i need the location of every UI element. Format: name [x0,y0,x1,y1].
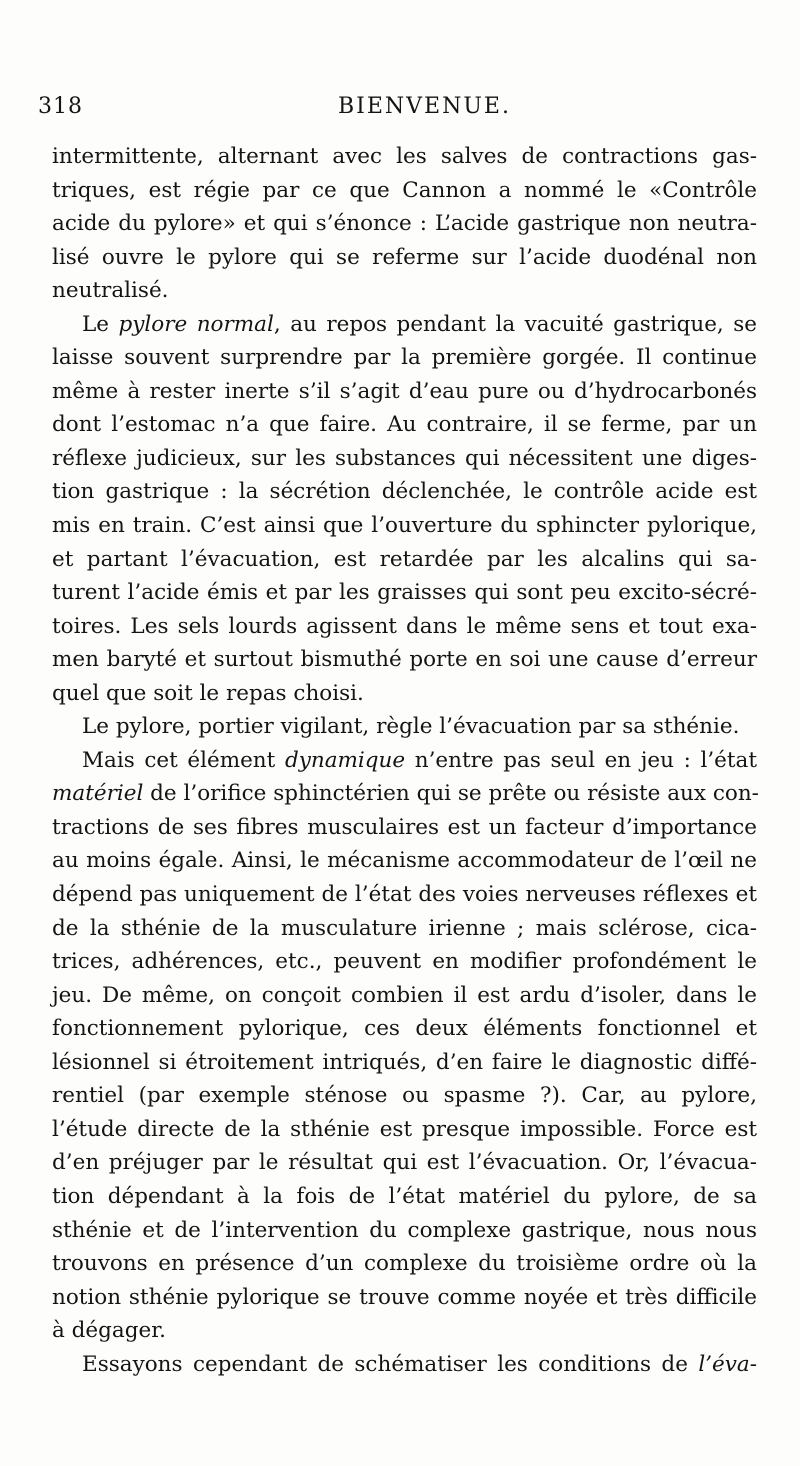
text-line: trices, adhérences, etc., peuvent en modifier profondément le [52,949,757,975]
text-line: au moins égale. Ainsi, le mécanisme accommodateur de l’œil ne [52,848,757,874]
text-line: lisé ouvre le pylore qui se referme sur l’acide duodénal non [52,244,757,270]
text-line: tion gastrique : la sécrétion déclenchée, le contrôle acide est [52,479,757,505]
text-line: sthénie et de l’intervention du complexe gastrique, nous nous [52,1217,757,1243]
text-line [52,744,757,778]
text-line: toires. Les sels lourds agissent dans le même sens et tout exa- [52,613,757,639]
text-line: trouvons en présence d’un complexe du troisième ordre où la [52,1251,757,1277]
text-line [52,777,757,811]
text-line: intermittente, alternant avec les salves de contractions gas- [52,144,757,169]
text-run: Mais cet élément [82,747,276,773]
text-line: l’étude directe de la sthénie est presque impossible. Force est [52,1116,757,1142]
text-line: tractions de ses fibres musculaires est un facteur d’importance [52,814,757,840]
text-line [52,1348,757,1382]
text-line: neutralisé. [52,278,169,304]
paragraph [52,140,757,308]
paragraph [52,710,757,744]
text-run: n’entre pas seul en jeu : l’état [414,747,757,773]
italic-word: l’éva- [698,1351,757,1377]
first-word: Le [82,311,110,337]
text-line [52,308,757,342]
text-line: de la sthénie de la musculature irienne ; mais sclérose, cica- [52,915,757,941]
text-line: lésionnel si étroitement intriqués, d’en faire le diagnostic diffé- [52,1049,757,1075]
text-line: d’en préjuger par le résultat qui est l’évacuation. Or, l’évacua- [52,1150,757,1176]
page-number: 318 [38,94,83,119]
text-line: dépend pas uniquement de l’état des voies nerveuses réflexes et [52,882,757,908]
italic-word: pylore normal [118,311,274,337]
text-run: , au repos pendant la vacuité gastrique, se [273,311,757,337]
text-line: à dégager. [52,1318,166,1344]
text-line: laisse souvent surprendre par la première gorgée. Il continue [52,345,757,371]
text-line: dont l’estomac n’a que faire. Au contraire, il se ferme, par un [52,412,757,438]
text-line: réflexe judicieux, sur les substances qui nécessitent une diges- [52,445,757,471]
page-header [38,94,760,128]
italic-word: dynamique [284,747,406,773]
running-title: BIENVENUE. [338,94,511,119]
text-line: jeu. De même, on conçoit combien il est ardu d’isoler, dans le [52,982,757,1008]
paragraph [52,308,757,711]
text-line: men baryté et surtout bismuthé porte en soi une cause d’erreur [52,647,757,673]
text-line: acide du pylore» et qui s’énonce : L’acide gastrique non neutra- [52,211,757,237]
italic-word: matériel [52,781,144,807]
paragraph [52,744,757,1348]
text-run: de l’orifice sphinctérien qui se prête ou résiste aux con- [150,781,759,807]
paragraph [52,1348,757,1382]
text-line: même à rester inerte s’il s’agit d’eau pure ou d’hydrocarbonés [52,378,757,404]
text-line: fonctionnement pylorique, ces deux éléments fonctionnel et [52,1016,757,1042]
text-line: turent l’acide émis et par les graisses qui sont peu excito-sécré- [52,580,757,606]
text-line-rest [119,312,758,337]
body-text [52,140,757,1381]
text-line: mis en train. C’est ainsi que l’ouverture du sphincter pylorique, [52,513,757,539]
text-line: et partant l’évacuation, est retardée par les alcalins qui sa- [52,546,757,572]
text-run: Essayons cependant de schématiser les conditions de [82,1351,688,1377]
text-line: tion dépendant à la fois de l’état matériel du pylore, de sa [52,1183,757,1209]
text-line: quel que soit le repas choisi. [52,680,364,706]
text-line: notion sthénie pylorique se trouve comme noyée et très difficile [52,1284,757,1310]
text-line: triques, est régie par ce que Cannon a nommé le «Contrôle [52,177,757,203]
text-line: rentiel (par exemple sténose ou spasme ?). Car, au pylore, [52,1083,757,1109]
text-line: Le pylore, portier vigilant, règle l’évacuation par sa sthénie. [82,714,740,740]
